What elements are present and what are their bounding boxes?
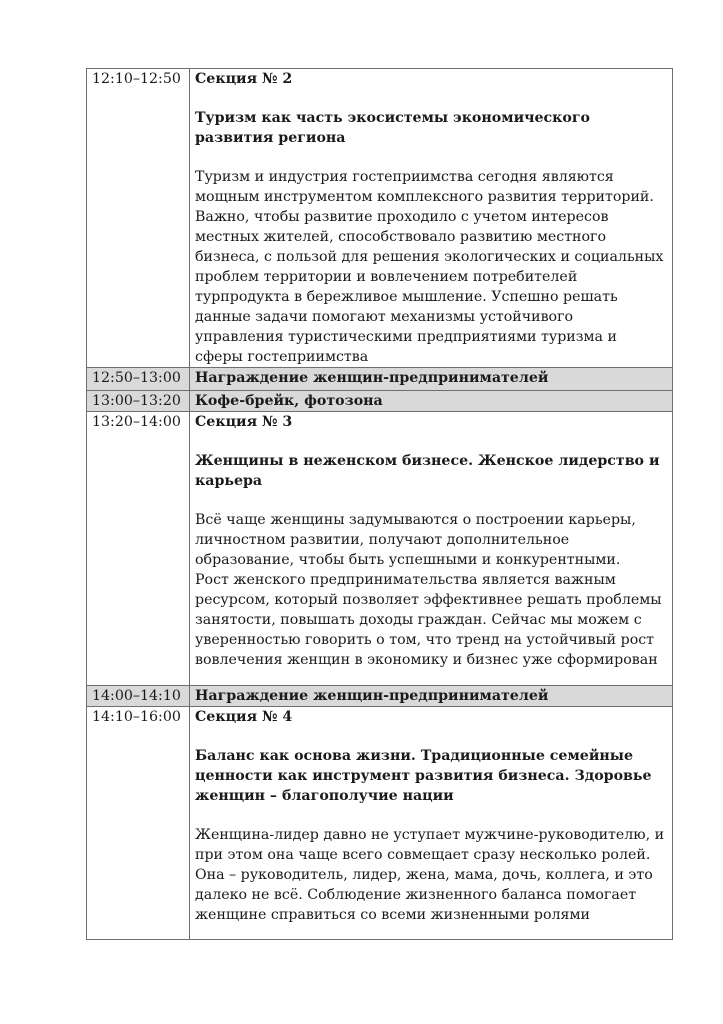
section-title: Секция № 3 (195, 414, 293, 430)
content-cell (190, 391, 673, 412)
section-topic: Туризм как часть экосистемы экономического развития региона (195, 110, 591, 146)
description-paragraph: Женщина-лидер давно не уступает мужчине-руководителю, и при этом она чаще всего совмещает сразу несколько ролей. Она – руководитель, лидер, жена, мама, дочь, коллега, и это далеко не всё. Соблюдение жизненного баланса помогает женщине справиться со всеми жизненными ролями (195, 827, 665, 923)
section-title: Секция № 2 (195, 71, 293, 87)
time-cell: 14:00–14:10 (87, 686, 190, 707)
content-cell (190, 69, 673, 368)
section-description (195, 167, 666, 367)
time-cell: 12:10–12:50 (87, 69, 190, 368)
agenda-table (86, 68, 673, 940)
agenda-row-section-4 (87, 707, 673, 940)
section-description (195, 825, 666, 925)
section-topic: Женщины в неженском бизнесе. Женское лидерство и карьера (195, 453, 660, 489)
content-cell (190, 412, 673, 686)
agenda-row-award-1 (87, 368, 673, 391)
description-paragraph: Рост женского предпринимательства является важным ресурсом, который позволяет эффективнее решать проблемы занятости, повышать доходы граждан. Сейчас мы можем с уверенностью говорить о том, что тренд на устойчивый рост вовлечения женщин в экономику и бизнес уже сформирован (195, 572, 662, 668)
section-description (195, 510, 666, 670)
event-title: Награждение женщин-предпринимателей (195, 370, 549, 386)
agenda-row-award-2 (87, 686, 673, 707)
section-topic: Баланс как основа жизни. Традиционные семейные ценности как инструмент развития бизнеса. Здоровье женщин – благополучие нации (195, 748, 652, 804)
event-title: Награждение женщин-предпринимателей (195, 688, 549, 704)
agenda-row-coffee-break (87, 391, 673, 412)
time-cell: 13:20–14:00 (87, 412, 190, 686)
description-paragraph: Всё чаще женщины задумываются о построении карьеры, личностном развитии, получают дополнительное образование, чтобы быть успешными и конкурентными. (195, 512, 636, 568)
content-cell (190, 368, 673, 391)
content-cell (190, 707, 673, 940)
event-title: Кофе-брейк, фотозона (195, 393, 383, 409)
content-cell (190, 686, 673, 707)
section-title: Секция № 4 (195, 709, 293, 725)
time-cell: 13:00–13:20 (87, 391, 190, 412)
agenda-row-section-3 (87, 412, 673, 686)
time-cell: 14:10–16:00 (87, 707, 190, 940)
description-paragraph: Туризм и индустрия гостеприимства сегодня являются мощным инструментом комплексного развития территорий. Важно, чтобы развитие проходило с учетом интересов местных жителей, способствовало развитию местного бизнеса, с пользой для решения экологических и социальных проблем территории и вовлечением потребителей турпродукта в бережливое мышление. Успешно решать данные задачи помогают механизмы устойчивого управления туристическими предприятиями туризма и сферы гостеприимства (195, 169, 664, 365)
agenda-row-section-2 (87, 69, 673, 368)
time-cell: 12:50–13:00 (87, 368, 190, 391)
